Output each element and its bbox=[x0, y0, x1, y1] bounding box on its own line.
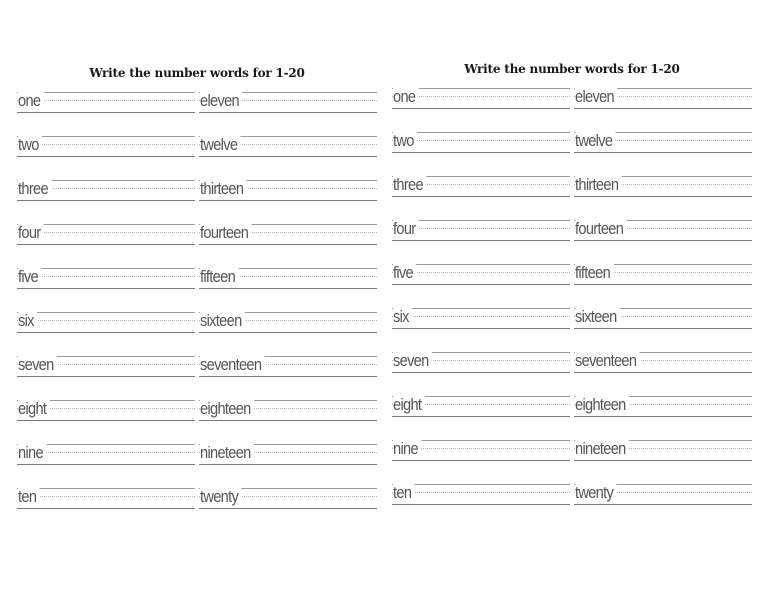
number-word: four bbox=[18, 222, 44, 244]
writing-line[interactable] bbox=[199, 394, 377, 438]
writing-line[interactable] bbox=[574, 302, 752, 346]
guide-line bbox=[392, 240, 570, 241]
number-word: thirteen bbox=[575, 174, 622, 196]
writing-line[interactable] bbox=[199, 86, 377, 130]
writing-line[interactable] bbox=[17, 482, 195, 526]
number-word: fourteen bbox=[575, 218, 627, 240]
worksheet-row bbox=[17, 350, 377, 394]
worksheet-row bbox=[17, 306, 377, 350]
worksheet-title: Write the number words for 1-20 bbox=[89, 66, 305, 80]
worksheet-title: Write the number words for 1-20 bbox=[464, 62, 680, 76]
guide-line bbox=[392, 132, 570, 133]
guide-line bbox=[17, 112, 195, 113]
guide-line bbox=[392, 460, 570, 461]
guide-line bbox=[17, 268, 195, 269]
writing-line[interactable] bbox=[392, 478, 570, 522]
writing-line[interactable] bbox=[574, 258, 752, 302]
guide-line bbox=[392, 328, 570, 329]
number-word: twelve bbox=[200, 134, 241, 156]
guide-line bbox=[392, 152, 570, 153]
guide-line bbox=[392, 272, 570, 273]
guide-line bbox=[574, 460, 752, 461]
guide-line bbox=[392, 316, 570, 317]
writing-line[interactable] bbox=[392, 258, 570, 302]
guide-line bbox=[17, 136, 195, 137]
number-word: eleven bbox=[575, 86, 617, 108]
writing-line[interactable] bbox=[574, 82, 752, 126]
worksheet-row bbox=[392, 170, 752, 214]
number-word: thirteen bbox=[200, 178, 247, 200]
guide-line bbox=[17, 488, 195, 489]
worksheet-row bbox=[17, 394, 377, 438]
guide-line bbox=[574, 328, 752, 329]
guide-line bbox=[574, 240, 752, 241]
number-word: nineteen bbox=[200, 442, 254, 464]
number-word: seven bbox=[393, 350, 432, 372]
guide-line bbox=[574, 372, 752, 373]
worksheet-row bbox=[17, 262, 377, 306]
number-word: five bbox=[393, 262, 416, 284]
guide-line bbox=[199, 464, 377, 465]
number-word: five bbox=[18, 266, 41, 288]
number-word: fifteen bbox=[575, 262, 613, 284]
number-word: eighteen bbox=[575, 394, 629, 416]
writing-line[interactable] bbox=[392, 346, 570, 390]
guide-line bbox=[574, 504, 752, 505]
writing-line[interactable] bbox=[392, 390, 570, 434]
number-word: seventeen bbox=[200, 354, 265, 376]
worksheet-row bbox=[17, 218, 377, 262]
writing-line[interactable] bbox=[199, 218, 377, 262]
number-word: four bbox=[393, 218, 419, 240]
guide-line bbox=[392, 308, 570, 309]
writing-line[interactable] bbox=[199, 306, 377, 350]
writing-line[interactable] bbox=[199, 262, 377, 306]
worksheet-row bbox=[17, 86, 377, 130]
writing-line[interactable] bbox=[392, 434, 570, 478]
worksheet-row bbox=[392, 214, 752, 258]
guide-line bbox=[392, 284, 570, 285]
writing-line[interactable] bbox=[17, 130, 195, 174]
number-word: fifteen bbox=[200, 266, 238, 288]
guide-line bbox=[392, 264, 570, 265]
guide-line bbox=[17, 496, 195, 497]
writing-line[interactable] bbox=[17, 438, 195, 482]
word-rows bbox=[17, 86, 377, 526]
number-word: sixteen bbox=[200, 310, 245, 332]
number-word: ten bbox=[393, 482, 415, 504]
guide-line bbox=[17, 508, 195, 509]
number-word: one bbox=[18, 90, 44, 112]
number-word: six bbox=[18, 310, 37, 332]
number-word: twenty bbox=[575, 482, 617, 504]
worksheet-row bbox=[392, 346, 752, 390]
guide-line bbox=[392, 372, 570, 373]
worksheet-row bbox=[392, 390, 752, 434]
guide-line bbox=[17, 312, 195, 313]
number-word: ten bbox=[18, 486, 40, 508]
writing-line[interactable] bbox=[17, 262, 195, 306]
number-word: two bbox=[18, 134, 42, 156]
guide-line bbox=[17, 276, 195, 277]
guide-line bbox=[17, 244, 195, 245]
number-word: three bbox=[18, 178, 51, 200]
guide-line bbox=[199, 200, 377, 201]
number-word: fourteen bbox=[200, 222, 252, 244]
worksheet-row bbox=[17, 438, 377, 482]
writing-line[interactable] bbox=[199, 482, 377, 526]
writing-line[interactable] bbox=[17, 394, 195, 438]
writing-line[interactable] bbox=[574, 478, 752, 522]
worksheet-row bbox=[17, 174, 377, 218]
guide-line bbox=[17, 156, 195, 157]
guide-line bbox=[199, 376, 377, 377]
writing-line[interactable] bbox=[199, 174, 377, 218]
worksheet-row bbox=[392, 126, 752, 170]
writing-line[interactable] bbox=[574, 390, 752, 434]
worksheet-row bbox=[17, 130, 377, 174]
guide-line bbox=[574, 284, 752, 285]
guide-line bbox=[199, 420, 377, 421]
number-word: eight bbox=[393, 394, 425, 416]
guide-line bbox=[392, 196, 570, 197]
worksheet-row bbox=[17, 482, 377, 526]
writing-line[interactable] bbox=[392, 214, 570, 258]
guide-line bbox=[17, 200, 195, 201]
number-word: nine bbox=[18, 442, 46, 464]
number-word: eight bbox=[18, 398, 50, 420]
writing-line[interactable] bbox=[17, 174, 195, 218]
guide-line bbox=[199, 288, 377, 289]
worksheet-row bbox=[392, 258, 752, 302]
writing-line[interactable] bbox=[17, 86, 195, 130]
guide-line bbox=[17, 464, 195, 465]
number-word: one bbox=[393, 86, 419, 108]
writing-line[interactable] bbox=[392, 170, 570, 214]
guide-line bbox=[392, 484, 570, 485]
guide-line bbox=[199, 332, 377, 333]
guide-line bbox=[392, 108, 570, 109]
guide-line bbox=[392, 504, 570, 505]
number-word: seventeen bbox=[575, 350, 640, 372]
guide-line bbox=[574, 196, 752, 197]
guide-line bbox=[392, 416, 570, 417]
guide-line bbox=[199, 156, 377, 157]
guide-line bbox=[392, 492, 570, 493]
worksheet-row bbox=[392, 478, 752, 522]
writing-line[interactable] bbox=[574, 214, 752, 258]
guide-line bbox=[574, 152, 752, 153]
number-word: eighteen bbox=[200, 398, 254, 420]
guide-line bbox=[199, 508, 377, 509]
number-word: two bbox=[393, 130, 417, 152]
writing-line[interactable] bbox=[574, 170, 752, 214]
writing-line[interactable] bbox=[199, 438, 377, 482]
writing-line[interactable] bbox=[574, 346, 752, 390]
guide-line bbox=[199, 112, 377, 113]
writing-line[interactable] bbox=[574, 126, 752, 170]
guide-line bbox=[17, 420, 195, 421]
number-word: six bbox=[393, 306, 412, 328]
number-word: twelve bbox=[575, 130, 616, 152]
guide-line bbox=[574, 108, 752, 109]
writing-line[interactable] bbox=[199, 130, 377, 174]
guide-line bbox=[17, 320, 195, 321]
number-word: sixteen bbox=[575, 306, 620, 328]
guide-line bbox=[199, 244, 377, 245]
writing-line[interactable] bbox=[17, 218, 195, 262]
guide-line bbox=[17, 288, 195, 289]
writing-line[interactable] bbox=[392, 126, 570, 170]
word-rows bbox=[392, 82, 752, 522]
number-word: nine bbox=[393, 438, 421, 460]
guide-line bbox=[392, 140, 570, 141]
worksheet-row bbox=[392, 302, 752, 346]
writing-line[interactable] bbox=[199, 350, 377, 394]
worksheet-left bbox=[17, 66, 377, 516]
guide-line bbox=[17, 144, 195, 145]
writing-line[interactable] bbox=[574, 434, 752, 478]
guide-line bbox=[17, 376, 195, 377]
worksheet-row bbox=[392, 82, 752, 126]
writing-line[interactable] bbox=[17, 306, 195, 350]
worksheet-row bbox=[392, 434, 752, 478]
number-word: eleven bbox=[200, 90, 242, 112]
worksheet-right bbox=[392, 62, 752, 512]
number-word: seven bbox=[18, 354, 57, 376]
writing-line[interactable] bbox=[392, 82, 570, 126]
guide-line bbox=[17, 332, 195, 333]
number-word: nineteen bbox=[575, 438, 629, 460]
writing-line[interactable] bbox=[392, 302, 570, 346]
number-word: twenty bbox=[200, 486, 242, 508]
writing-line[interactable] bbox=[17, 350, 195, 394]
number-word: three bbox=[393, 174, 426, 196]
guide-line bbox=[574, 416, 752, 417]
